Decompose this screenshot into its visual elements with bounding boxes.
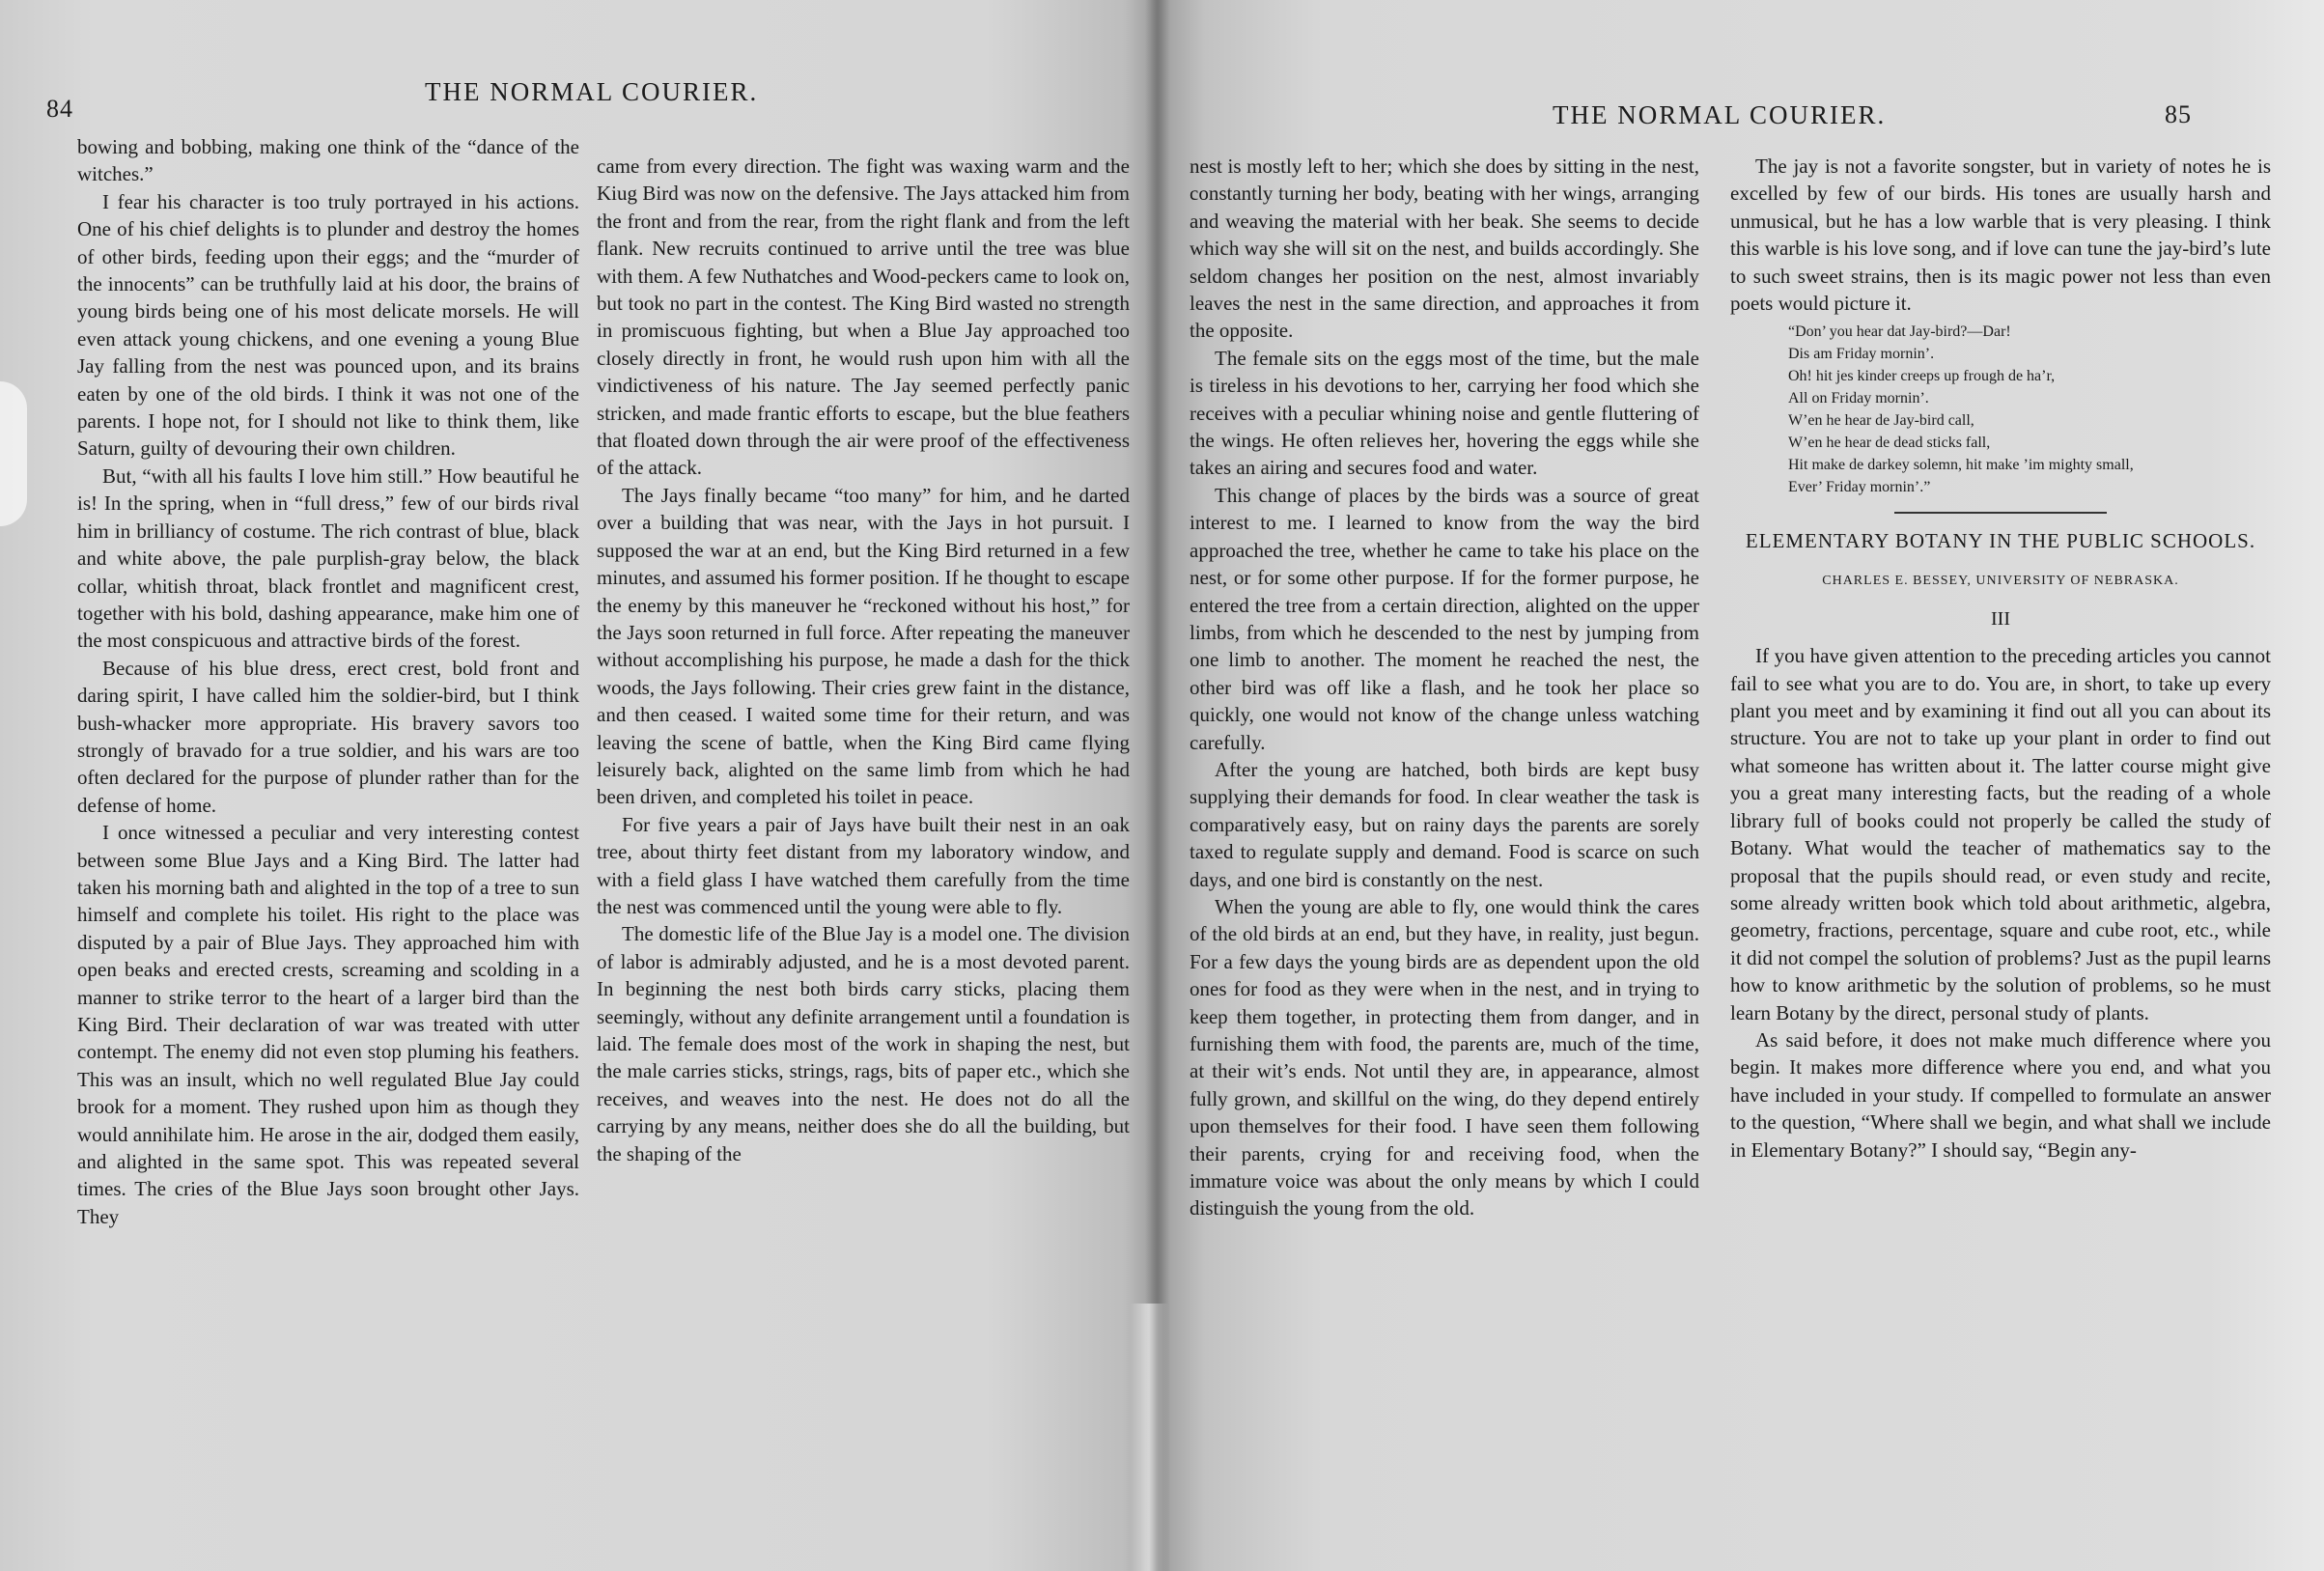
poem-line: All on Friday mornin’. xyxy=(1788,390,1929,407)
running-head-right: THE NORMAL COURIER. xyxy=(1553,100,1887,129)
paragraph: The female sits on the eggs most of the time, but the male is tireless in his devotions to her, carrying her food which she receives with a peculiar whining noise and gentle fluttering of the wings. He often relieves her, hovering the eggs while she takes an airing and secures food and water. xyxy=(1190,346,1699,480)
paragraph: Because of his blue dress, erect crest, bold front and daring spirit, I have called him the soldier-bird, but I think bush-whacker more appropriate. His bravery savors too strongly of bravado for a true soldier, and his wars are too often declared for the purpose of plunder rather than for the defense of home. xyxy=(77,656,579,817)
paragraph: If you have given attention to the preceding articles you cannot fail to see what you are to do. You are, in short, to take up every plant you meet and by examining it find out all you can about its structure. You are not to take up your plant in order to find out what someone has written about it. The latter course might give you a great many interesting facts, but the reading of a whole library full of books could not properly be called the study of Botany. What would the teacher of mathematics say to the proposal that the pupils should read, or even study and recite, some already written book which told about arithmetic, algebra, geometry, fractions, percentage, square and cube root, etc., while it did not compel the solution of problems? Just as the pupil learns how to know arithmetic by the solution of problems, so he must learn Botany by the direct, personal study of plants. xyxy=(1730,644,2271,1024)
paragraph: This change of places by the birds was a source of great interest to me. I learned to know from the way the bird approached the tree, whether he came to take his place on the nest, or for some other purpose. If for the former purpose, he entered the tree from a certain direction, alighted on the upper limbs, from which he descended to the nest by jumping from one limb to another. The moment he reached the nest, the other bird was off like a flash, and he took her place so quickly, one would not know of the change unless watching carefully. xyxy=(1190,483,1699,754)
right-column-1 xyxy=(1190,153,1699,1222)
left-column-2 xyxy=(597,153,1130,1167)
article-byline: CHARLES E. BESSEY, UNIVERSITY OF NEBRASKA. xyxy=(1822,574,2179,589)
poem-line: “Don’ you hear dat Jay-bird?—Dar! xyxy=(1788,323,2011,341)
paper-tear xyxy=(1130,1304,1168,1571)
paragraph: I once witnessed a peculiar and very interesting contest between some Blue Jays and a King Bird. The latter had taken his morning bath and alighted in the top of a tree to sun himself and complete his toilet. His right to the place was disputed by a pair of Blue Jays. They approached him with open beaks and erected crests, screaming and scolding in a manner to strike terror to the heart of a larger bird than the King Bird. Their declaration of war was treated with utter contempt. The enemy did not even stop pluming his feathers. This was an insult, which no well regulated Blue Jay could brook for a moment. They rushed upon him as though they would annihilate him. He arose in the air, dodged them easily, and alighted in the same spot. This was repeated several times. The cries of the Blue Jays soon brought other Jays. They xyxy=(77,821,579,1228)
right-page xyxy=(1159,0,2324,1571)
dialect-poem xyxy=(1788,321,2271,498)
page-number-right: 85 xyxy=(2165,100,2192,128)
poem-line: Dis am Friday mornin’. xyxy=(1788,346,1935,363)
left-page xyxy=(0,0,1159,1571)
paragraph: The domestic life of the Blue Jay is a model one. The division of labor is admirably adjusted, and he is a most devoted parent. In beginning the nest both birds carry sticks, placing them seemingly, without any definite arrangement until a foundation is laid. The female does most of the work in shaping the nest, but the male carries sticks, strings, rags, bits of paper etc., which she receives, and weaves into the nest. He does not do all the carrying by any means, neither does she do all the building, but the shaping of the xyxy=(597,922,1130,1165)
left-column-1 xyxy=(77,133,579,1230)
paragraph: For five years a pair of Jays have built their nest in an oak tree, about thirty feet distant from my laboratory window, and with a field glass I have watched them carefully from the time the nest was commenced until the young were able to fly. xyxy=(597,812,1130,918)
section-divider xyxy=(1894,512,2107,514)
article-title: ELEMENTARY BOTANY IN THE PUBLIC SCHOOLS. xyxy=(1745,529,2256,553)
poem-line: Oh! hit jes kinder creeps up frough de ha’r, xyxy=(1788,368,2056,385)
poem-line: W’en he hear de dead sticks fall, xyxy=(1788,435,1991,452)
part-number: III xyxy=(1991,607,2010,630)
right-column-2 xyxy=(1730,153,2271,1164)
page-edge-damage xyxy=(0,381,27,526)
paragraph: When the young are able to fly, one would think the cares of the old birds at an end, but they have, in reality, just begun. For a few days the young birds are as dependent upon the old ones for food as they were when in the nest, and in trying to keep them together, in protecting them from danger, and in furnishing them with food, the parents are, much of the time, at their wit’s ends. Not until they are, in appearance, almost fully grown, and skillful on the wing, do they depend entirely upon themselves for their food. I have seen them following their parents, crying for and receiving food, when the immature voice was about the only means by which I could distinguish the young from the old. xyxy=(1190,894,1699,1220)
paragraph: I fear his character is too truly portrayed in his actions. One of his chief delights is to plunder and destroy the homes of other birds, feeding upon their eggs; and the “murder of the innocents” can be truthfully laid at his door, the brains of young birds being one of his most delicate morsels. He will even attack young chickens, and one evening a young Blue Jay falling from the nest was pounced upon, and its brains eaten by one of the old birds. I think it was not one of the parents. I hope not, for I should not like to think them, like Saturn, guilty of devouring their own children. xyxy=(77,189,579,461)
paragraph: bowing and bobbing, making one think of the “dance of the witches.” xyxy=(77,135,579,186)
paragraph: After the young are hatched, both birds are kept busy supplying their demands for food. In clear weather the task is comparatively easy, but on rainy days the parents are sorely taxed to regulate supply and demand. Food is scarce on such days, and one bird is constantly on the nest. xyxy=(1190,757,1699,891)
running-head-left: THE NORMAL COURIER. xyxy=(425,77,759,106)
poem-line: Hit make de darkey solemn, hit make ’im mighty small, xyxy=(1788,457,2134,474)
poem-line: W’en he hear de Jay-bird call, xyxy=(1788,412,1974,430)
paragraph: But, “with all his faults I love him still.” How beautiful he is! In the spring, when in “full dress,” few of our birds rival him in brilliancy of costume. The rich contrast of blue, black and white above, the pale purplish-gray below, the black collar, whitish throat, black frontlet and magnificent crest, together with his bold, dashing appearance, make him one of the most conspicuous and attractive birds of the forest. xyxy=(77,463,579,653)
paragraph: The Jays finally became “too many” for him, and he darted over a building that was near, with the Jays in hot pursuit. I supposed the war at an end, but the King Bird returned in a few minutes, and assumed his former position. If he thought to escape the enemy by this maneuver he “reckoned without his host,” for the Jays soon returned in full force. After repeating the maneuver without accomplishing his purpose, he made a dash for the thick woods, the Jays following. Their cries grew faint in the distance, and then ceased. I waited some time for their return, and was leaving the scene of battle, when the King Bird came flying leisurely back, alighted on the same limb from which he had been driven, and completed his toilet in peace. xyxy=(597,483,1130,809)
paragraph: nest is mostly left to her; which she does by sitting in the nest, constantly turning her body, beating with her wings, arranging and weaving the material with her beak. She seems to decide which way she will sit on the nest, and builds accordingly. She seldom changes her position on the nest, almost invariably leaves the nest in the same direction, and approaches it from the opposite. xyxy=(1190,154,1699,343)
paragraph: As said before, it does not make much difference where you begin. It makes more difference where you end, and what you have included in your study. If compelled to formulate an answer to the question, “Where shall we begin, and what shall we include in Elementary Botany?” I should say, “Begin any- xyxy=(1730,1027,2271,1162)
paragraph: came from every direction. The fight was waxing warm and the Kiug Bird was now on the defensive. The Jays attacked him from the front and from the rear, from the right flank and from the left flank. New recruits continued to arrive until the tree was blue with them. A few Nuthatches and Wood-peckers came to look on, but took no part in the contest. The King Bird wasted no strength in promiscuous fighting, but when a Blue Jay approached too closely directly in front, he would rush upon him with all the vindictiveness of his nature. The Jay seemed perfectly panic stricken, and made frantic efforts to escape, but the blue feathers that floated down through the air were proof of the effectiveness of the attack. xyxy=(597,154,1130,480)
poem-line: Ever’ Friday mornin’.” xyxy=(1788,479,1931,496)
page-number-left: 84 xyxy=(46,95,73,123)
paragraph: The jay is not a favorite songster, but in variety of notes he is excelled by few of our birds. His tones are usually harsh and unmusical, but he has a low warble that is very pleasing. I think this warble is his love song, and if love can tune the jay-bird’s lute to such sweet strains, then is its magic power not less than even poets would picture it. xyxy=(1730,154,2271,316)
